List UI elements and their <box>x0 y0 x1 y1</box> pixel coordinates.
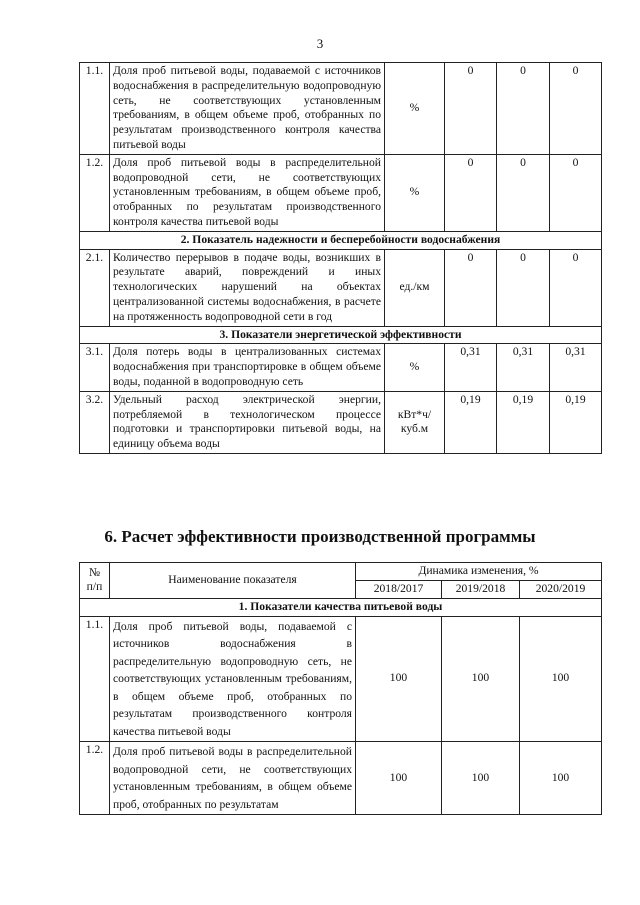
header-year-2: 2019/2018 <box>442 581 520 599</box>
row-name: Доля проб питьевой воды в распределительной водопроводной сети, не соответствующих установленным требованиям, в общем объеме проб, отобранных по результатам <box>110 742 356 815</box>
page-number: 3 <box>316 36 324 51</box>
row-name: Доля проб питьевой воды, подаваемой с источников водоснабжения в распределительную водопроводную сеть, не соответствующих установленным требованиям, в общем объеме проб, отобранных по результатам производственного контроля качества питьевой воды <box>110 616 356 742</box>
row-unit: кВт*ч/ куб.м <box>385 391 445 453</box>
header-year-1: 2018/2017 <box>356 581 442 599</box>
row-num: 1.1. <box>80 616 110 742</box>
row-value: 100 <box>356 616 442 742</box>
table-row <box>80 391 602 453</box>
row-value: 0,19 <box>550 391 602 453</box>
row-unit: % <box>385 344 445 391</box>
row-name: Доля проб питьевой воды, подаваемой с источников водоснабжения в распределительную водопроводную сеть, не соответствующих установленным требованиям, в общем объеме проб, отобранных по результатам производственного контроля качества питьевой воды <box>110 63 385 155</box>
row-value: 0 <box>445 63 497 155</box>
header-name: Наименование показателя <box>110 563 356 599</box>
row-value: 0 <box>445 154 497 231</box>
row-num: 3.1. <box>80 344 110 391</box>
row-value: 0,31 <box>445 344 497 391</box>
row-value: 100 <box>442 742 520 815</box>
row-value: 0,19 <box>445 391 497 453</box>
row-name: Количество перерывов в подаче воды, возникших в результате аварий, повреждений и иных технологических нарушений на объектах централизованной системы водоснабжения, в расчете на протяженность водопроводной сети в год <box>110 249 385 326</box>
row-value: 100 <box>520 742 602 815</box>
table-row <box>80 63 602 155</box>
row-value: 0 <box>497 154 550 231</box>
row-num: 1.1. <box>80 63 110 155</box>
row-value: 0 <box>550 249 602 326</box>
row-value: 0 <box>497 249 550 326</box>
row-value: 0 <box>550 154 602 231</box>
row-unit: % <box>385 154 445 231</box>
table-row <box>80 249 602 326</box>
row-name: Удельный расход электрической энергии, потребляемой в технологическом процессе подготовки и транспортировки питьевой воды, на единицу объема воды <box>110 391 385 453</box>
row-name: Доля потерь воды в централизованных системах водоснабжения при транспортировке в общем объеме воды, поданной в водопроводную сеть <box>110 344 385 391</box>
section-row: 3. Показатели энергетической эффективности <box>80 326 602 344</box>
row-value: 0 <box>550 63 602 155</box>
row-value: 0,19 <box>497 391 550 453</box>
row-num: 1.2. <box>80 154 110 231</box>
row-unit: ед./км <box>385 249 445 326</box>
table-row <box>80 154 602 231</box>
row-num: 3.2. <box>80 391 110 453</box>
table-row <box>80 742 602 815</box>
row-num: 1.2. <box>80 742 110 815</box>
table-row <box>80 616 602 742</box>
header-year-3: 2020/2019 <box>520 581 602 599</box>
section-row: 1. Показатели качества питьевой воды <box>80 598 602 616</box>
table-row <box>80 344 602 391</box>
row-value: 0,31 <box>497 344 550 391</box>
header-num: № п/п <box>80 563 110 599</box>
row-value: 100 <box>520 616 602 742</box>
row-value: 0 <box>497 63 550 155</box>
row-value: 0,31 <box>550 344 602 391</box>
row-value: 0 <box>445 249 497 326</box>
row-unit: % <box>385 63 445 155</box>
header-dynamics: Динамика изменения, % <box>356 563 602 581</box>
row-num: 2.1. <box>80 249 110 326</box>
section-row: 2. Показатель надежности и бесперебойности водоснабжения <box>80 231 602 249</box>
indicators-table <box>79 62 602 454</box>
row-value: 100 <box>442 616 520 742</box>
efficiency-table <box>79 562 602 815</box>
row-name: Доля проб питьевой воды в распределительной водопроводной сети, не соответствующих установленным требованиям, в общем объеме проб, отобранных по результатам производственного контроля качества питьевой воды <box>110 154 385 231</box>
section-title: 6. Расчет эффективности производственной программы <box>104 527 536 546</box>
row-value: 100 <box>356 742 442 815</box>
